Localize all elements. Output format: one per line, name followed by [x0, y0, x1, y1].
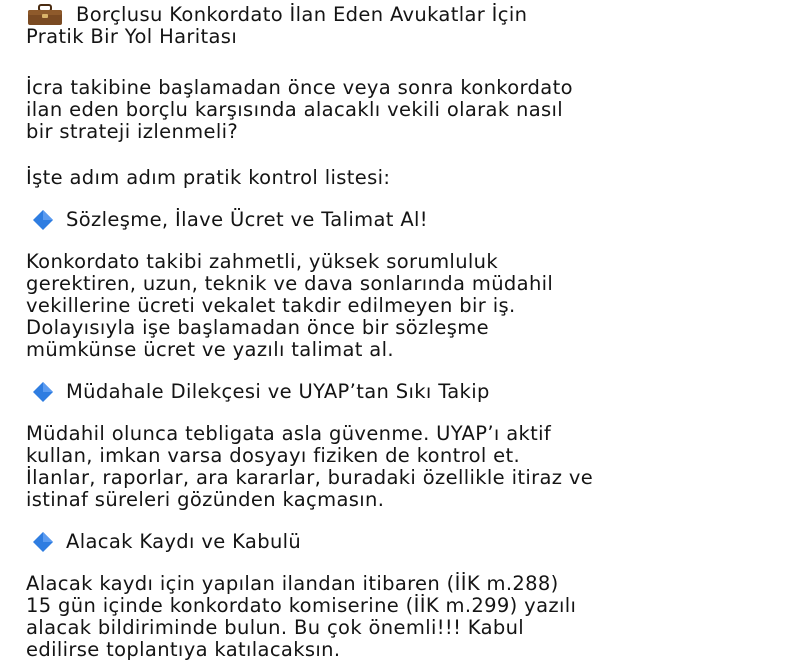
section-heading [26, 209, 776, 231]
section-heading [26, 531, 776, 553]
intro-paragraph [26, 77, 776, 143]
briefcase-icon [26, 4, 64, 26]
post-body [26, 4, 776, 661]
section-paragraph [26, 251, 776, 361]
post-title [26, 4, 776, 26]
section-line: Müdahil olunca tebligata asla güvenme. UYAP’ı aktif [26, 422, 552, 445]
post-title-line-2: Pratik Bir Yol Haritası [26, 25, 238, 48]
section-paragraph [26, 423, 776, 511]
intro-line: İcra takibine başlamadan önce veya sonra konkordato [26, 76, 573, 99]
intro-line: bir strateji izlenmeli? [26, 120, 239, 143]
section-line: 15 gün içinde konkordato komiserine (İİK m.299) yazılı [26, 594, 577, 617]
blue-diamond-icon [32, 531, 54, 553]
intro-line: ilan eden borçlu karşısında alacaklı vekili olarak nasıl [26, 98, 564, 121]
checklist-intro: İşte adım adım pratik kontrol listesi: [26, 166, 391, 189]
blue-diamond-icon [32, 209, 54, 231]
section-line: Konkordato takibi zahmetli, yüksek sorumluluk [26, 250, 499, 273]
blue-diamond-icon [32, 381, 54, 403]
section-line: mümkünse ücret ve yazılı talimat al. [26, 338, 394, 361]
section-heading-text: Alacak Kaydı ve Kabulü [66, 530, 302, 553]
section-line: alacak bildiriminde bulun. Bu çok önemli!!! Kabul [26, 616, 525, 639]
section-heading-text: Müdahale Dilekçesi ve UYAP’tan Sıkı Takip [66, 380, 490, 403]
section-paragraph [26, 573, 776, 661]
section-line: gerektiren, uzun, teknik ve dava sonlarında müdahil [26, 272, 554, 295]
section-line: vekillerine ücreti vekalet takdir edilmeyen bir iş. [26, 294, 516, 317]
section-heading-text: Sözleşme, İlave Ücret ve Talimat Al! [66, 208, 428, 231]
section-heading [26, 381, 776, 403]
section-line: istinaf süreleri gözünden kaçmasın. [26, 488, 385, 511]
section-line: edilirse toplantıya katılacaksın. [26, 638, 341, 661]
section-line: Alacak kaydı için yapılan ilandan itibaren (İİK m.288) [26, 572, 559, 595]
section-line: kullan, imkan varsa dosyayı fiziken de kontrol et. [26, 444, 521, 467]
section-line: İlanlar, raporlar, ara kararlar, buradaki özellikle itiraz ve [26, 466, 594, 489]
post-title-line-1: Borçlusu Konkordato İlan Eden Avukatlar İçin [76, 3, 528, 26]
section-line: Dolayısıyla işe başlamadan önce bir sözleşme [26, 316, 489, 339]
